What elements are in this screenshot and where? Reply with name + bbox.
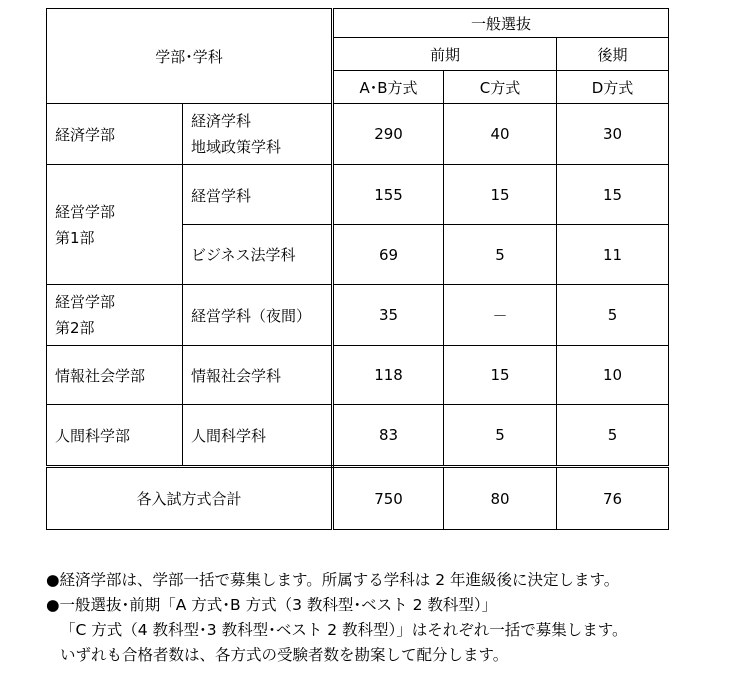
faculty-cell: 経営学部 第2部: [47, 285, 183, 346]
quota-c: 15: [444, 165, 557, 225]
header-general-selection: 一般選抜: [333, 9, 669, 38]
dept-cell: 情報社会学科: [183, 346, 333, 405]
quota-c: 15: [444, 346, 557, 405]
quota-ab: 118: [333, 346, 444, 405]
quota-c: 5: [444, 405, 557, 467]
table-row: [47, 285, 669, 346]
faculty-cell: 人間科学部: [47, 405, 183, 467]
total-c: 80: [444, 467, 557, 530]
quota-ab: 83: [333, 405, 444, 467]
note-line: ●一般選抜･前期「A 方式･B 方式（3 教科型･ベスト 2 教科型）」: [46, 596, 498, 614]
quota-d: 11: [557, 225, 669, 285]
faculty-cell: 経済学部: [47, 104, 183, 165]
header-method-ab: A･B方式: [333, 71, 444, 104]
table-row: [47, 346, 669, 405]
quota-ab: 155: [333, 165, 444, 225]
header-faculty-dept: 学部･学科: [47, 9, 333, 104]
quota-d: 10: [557, 346, 669, 405]
faculty-cell: 情報社会学部: [47, 346, 183, 405]
total-row: [47, 467, 669, 530]
header-kouki: 後期: [557, 38, 669, 71]
dept-cell: 経営学科: [183, 165, 333, 225]
quota-d: 30: [557, 104, 669, 165]
quota-table: [46, 8, 669, 530]
table-row: [47, 405, 669, 467]
table-row: [47, 104, 669, 165]
header-method-d: D方式: [557, 71, 669, 104]
quota-d: 5: [557, 285, 669, 346]
quota-c: －: [444, 285, 557, 346]
notes: [46, 568, 628, 668]
quota-d: 15: [557, 165, 669, 225]
header-method-c: C方式: [444, 71, 557, 104]
dept-cell: ビジネス法学科: [183, 225, 333, 285]
note-line: いずれも合格者数は、各方式の受験者数を勘案して配分します。: [60, 646, 509, 664]
table-row: [47, 165, 669, 225]
quota-ab: 290: [333, 104, 444, 165]
quota-c: 5: [444, 225, 557, 285]
header-zenki: 前期: [333, 38, 557, 71]
faculty-cell: 経営学部 第1部: [47, 165, 183, 285]
note-line: ●経済学部は、学部一括で募集します。所属する学科は 2 年進級後に決定します。: [46, 571, 620, 589]
quota-ab: 35: [333, 285, 444, 346]
note-line: 「C 方式（4 教科型･3 教科型･ベスト 2 教科型）」はそれぞれ一括で募集します。: [60, 621, 628, 639]
quota-ab: 69: [333, 225, 444, 285]
total-label: 各入試方式合計: [47, 467, 333, 530]
total-d: 76: [557, 467, 669, 530]
dept-cell: 経済学科 地域政策学科: [183, 104, 333, 165]
quota-c: 40: [444, 104, 557, 165]
dept-cell: 人間科学科: [183, 405, 333, 467]
quota-d: 5: [557, 405, 669, 467]
total-ab: 750: [333, 467, 444, 530]
dept-cell: 経営学科（夜間）: [183, 285, 333, 346]
